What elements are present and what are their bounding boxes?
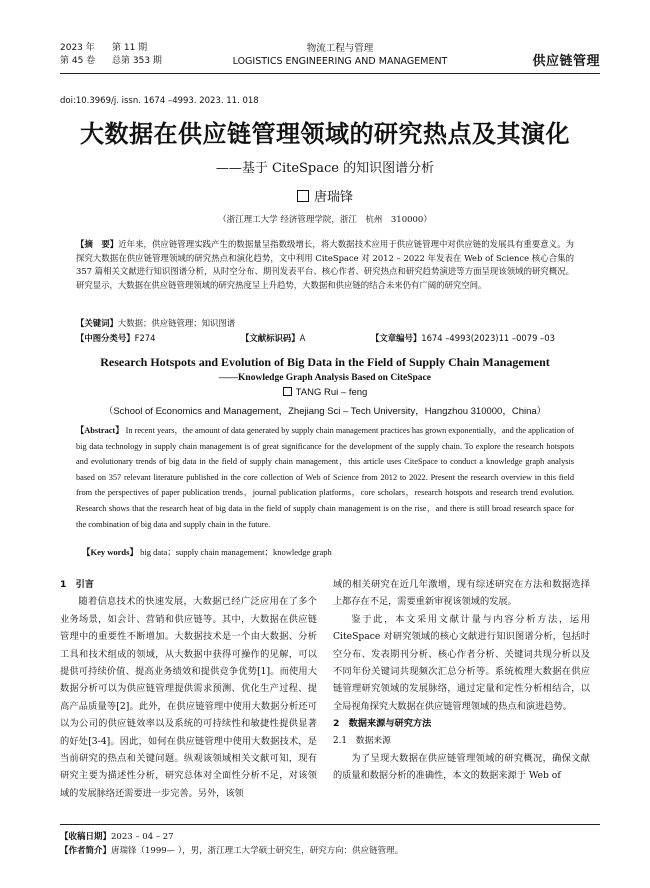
abstract-cn-text: 近年来，供应链管理实践产生的数据量呈指数级增长，将大数据技术应用于供应链管理中对供应链的发展具有重要意义。为探究大数据在供应链管理领域的研究热点和演化趋势，文中利用 CiteSpace 对 2012 – 2022 年发表在 Web of Science 核心合集的 357 篇相关文献进行知识图谱分析，从时空分布、期刊发表平台、核心作者、研究热点和研究趋势演进等方面呈现该领域的研究概况。研究显示，大数据在供应链管理领域的研究热度呈上升趋势，大数据和供应链的结合未来仍有广阔的研究空间。 xyxy=(76,239,575,290)
keywords-cn xyxy=(76,317,235,329)
en-subtitle: ——Knowledge Graph Analysis Based on CiteSpace xyxy=(219,373,431,383)
column-name: 供应链管理 xyxy=(532,54,600,69)
author xyxy=(20,186,630,205)
keywords-en xyxy=(82,546,332,558)
method-paragraph: 鉴于此，本文采用文献计量与内容分析方法，运用 CiteSpace 对研究领域的核心文献进行知识图谱分析，包括时空分布、发表期刊分析、核心作者分析、关键词共现分析以及不同年份关键词共现频次汇总分析等。系统梳理大数据在供应链管理研究领域的发展脉络，通过定量和定性分析相结合，以全局视角探究大数据在供应链管理领域的热点和演进趋势。 xyxy=(333,613,590,712)
keywords-cn-text: 大数据；供应链管理；知识图谱 xyxy=(117,318,236,328)
bio-value: 唐瑞锋（1999— ），男，浙江理工大学硕士研究生，研究方向：供应链管理。 xyxy=(111,846,404,856)
body-right-column xyxy=(333,576,590,785)
affiliation: （浙江理工大学 经济管理学院，浙江 杭州 310000） xyxy=(218,215,432,225)
doi: doi:10.3969/j. issn. 1674 –4993. 2023. 11. 018 xyxy=(60,96,259,106)
journal-name xyxy=(190,42,490,68)
section-2-1-heading: 2.1 数据来源 xyxy=(333,735,391,746)
en-affiliation: （School of Economics and Management，Zhejiang Sci – Tech University，Hangzhou 310000，China） xyxy=(103,406,547,417)
header-year: 2023 年 xyxy=(60,43,95,53)
abstract-cn xyxy=(76,238,574,292)
author-bio xyxy=(60,844,600,858)
keywords-cn-label: 【关键词】 xyxy=(76,318,118,328)
author-name: 唐瑞锋 xyxy=(313,190,353,205)
article-no-value: 1674 –4993(2023)11 –0079 –03 xyxy=(421,333,555,343)
keywords-en-label: 【Key words】 xyxy=(82,547,138,557)
paper-title: 大数据在供应链管理领域的研究热点及其演化 xyxy=(80,120,570,148)
header-total: 总第 353 期 xyxy=(112,56,162,66)
doc-code-label: 【文献标识码】 xyxy=(241,333,300,343)
section-1-paragraph: 随着信息技术的快速发展，大数据已经广泛应用在了多个业务场景，如会计、营销和供应链等。其中，大数据在供应链管理中的重要性不断增加。大数据技术是一个由大数据、分析工具和技术组成的领域，从大数据中获得可操作的见解，可以提供可持续价值、提高业务绩效和提供竞争优势[1]。而使用大数据分析可以为供应链管理提供需求预测、优化生产过程、提高产品质量等[2]。此外，在供应链管理中使用大数据分析还可以为公司的供应链效率以及系统的可持续性和敏捷性提供显著的好处[3-4]。因此，如何在供应链管理中使用大数据技术，是当前研究的热点和关键问题。纵观该领域相关文献可知，现有研究主要为描述性分析，研究总体对全面性分析不足，对该领域的发展脉络还需要进一步完善。另外，该领 xyxy=(60,596,317,799)
section-1-heading: 1 引言 xyxy=(60,579,94,590)
article-no-label: 【文章编号】 xyxy=(371,333,422,343)
paper-subtitle: ——基于 CiteSpace 的知识图谱分析 xyxy=(215,161,435,176)
doc-code-value: A xyxy=(299,333,306,343)
received-label: 【收稿日期】 xyxy=(60,832,112,842)
classification-line xyxy=(76,332,574,344)
abstract-cn-label: 【摘 要】 xyxy=(76,239,119,249)
section-2-1-paragraph: 为了呈现大数据在供应链管理领域的研究概况，确保文献的质量和数据分析的准确性，本文的数据来源于 Web of xyxy=(333,753,590,782)
body-left-column xyxy=(60,576,317,802)
header-volume: 第 45 卷 xyxy=(60,56,96,66)
received-date xyxy=(60,830,600,844)
en-author-name: TANG Rui – feng xyxy=(295,387,368,398)
running-header xyxy=(60,40,600,74)
continued-paragraph: 域的相关研究在近几年激增，现有综述研究在方法和数据选择上都存在不足，需要重新审视该领域的发展。 xyxy=(333,579,590,608)
footnote xyxy=(60,824,600,858)
en-author-box-icon xyxy=(283,387,292,396)
en-title: Research Hotspots and Evolution of Big Data in the Field of Supply Chain Management xyxy=(100,355,550,369)
author-box-icon xyxy=(297,190,309,202)
section-2-heading: 2 数据来源与研究方法 xyxy=(333,718,432,730)
bio-label: 【作者简介】 xyxy=(60,846,112,856)
clc-label: 【中图分类号】 xyxy=(76,333,135,343)
abstract-en xyxy=(76,423,574,532)
keywords-en-text: big data；supply chain management；knowledge graph xyxy=(140,547,332,557)
journal-name-cn: 物流工程与管理 xyxy=(306,43,374,54)
header-issue: 第 11 期 xyxy=(112,43,148,53)
clc-value: F274 xyxy=(134,333,156,343)
en-author xyxy=(20,387,630,398)
received-value: 2023 – 04 – 27 xyxy=(111,832,174,842)
issue-info xyxy=(60,42,164,68)
abstract-en-text: In recent years，the amount of data generated by supply chain management practices has grown exponentially，and the application of big data technology in supply chain management is of great significance for the development of the supply chain. To explore the research hotspots and evolutionary trends of big data in the field of supply chain management，this article uses CiteSpace to conduct a knowledge graph analysis based on 357 relevant literature published in the core collection of Web of Science from 2012 to 2022. Present the research overview in this field from the perspectives of paper publication trends，journal publication platforms，core scholars，research hotspots and research trend evolution. Research shows that the research heat of big data in the field of supply chain management is on the rise，and there is still broad research space for the combination of big data and supply chain in the future. xyxy=(76,426,574,529)
journal-name-en: LOGISTICS ENGINEERING AND MANAGEMENT xyxy=(232,56,448,67)
abstract-en-label: 【Abstract】 xyxy=(76,426,124,435)
